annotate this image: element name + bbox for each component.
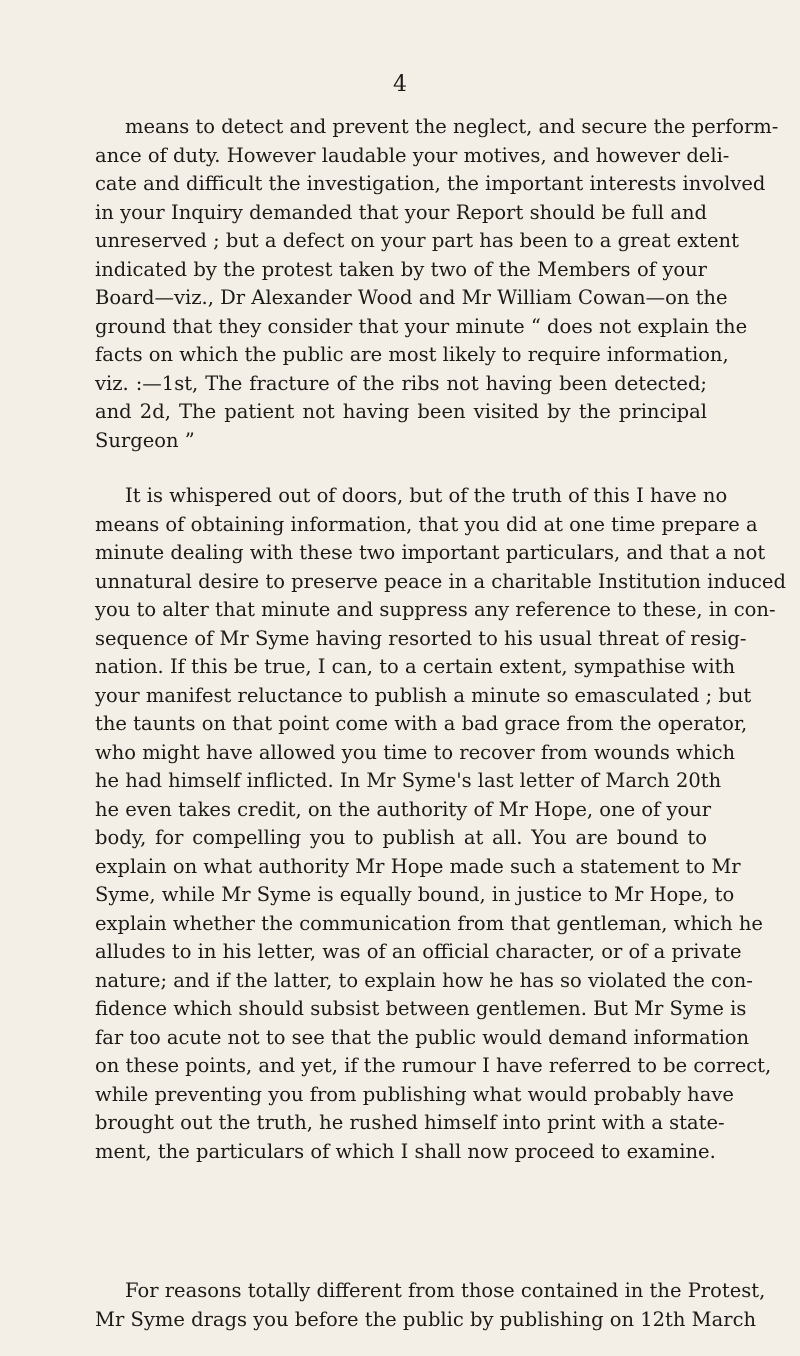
text-line: body, for compelling you to publish at all. You are bound to bbox=[95, 826, 707, 849]
text-line: sequence of Mr Syme having resorted to his usual threat of resig- bbox=[95, 626, 747, 650]
text-line: means of obtaining information, that you did at one time prepare a bbox=[95, 512, 758, 536]
text-line: cate and difficult the investigation, the important interests involved bbox=[95, 172, 766, 195]
text-line: Surgeon ” bbox=[95, 428, 195, 452]
page-number: 4 bbox=[393, 72, 407, 97]
text-line: Syme, while Mr Syme is equally bound, in justice to Mr Hope, to bbox=[95, 883, 735, 906]
text-line: in your Inquiry demanded that your Report should be full and bbox=[95, 200, 707, 224]
text-line: nature; and if the latter, to explain how he has so violated the con- bbox=[95, 968, 753, 992]
text-line: you to alter that minute and suppress any reference to these, in con- bbox=[95, 598, 776, 621]
text-line: means to detect and prevent the neglect, and secure the perform- bbox=[125, 115, 779, 138]
text-line: who might have allowed you time to recover from wounds which bbox=[95, 740, 736, 764]
text-line: brought out the truth, he rushed himself into print with a state- bbox=[95, 1111, 725, 1134]
paragraph-3 bbox=[95, 1277, 766, 1334]
text-line: minute dealing with these two important particulars, and that a not bbox=[95, 541, 766, 564]
text-line: ment, the particulars of which I shall now proceed to examine. bbox=[95, 1139, 716, 1163]
text-line: viz. :—1st, The fracture of the ribs not having been detected; bbox=[95, 371, 707, 395]
text-line: your manifest reluctance to publish a minute so emasculated ; but bbox=[95, 683, 752, 707]
text-line: far too acute not to see that the public would demand information bbox=[95, 1025, 750, 1049]
text-line: and 2d, The patient not having been visited by the principal bbox=[95, 400, 707, 423]
text-line: ground that they consider that your minute “ does not explain the bbox=[95, 314, 748, 338]
text-line: alludes to in his letter, was of an official character, or of a private bbox=[95, 940, 742, 963]
text-line: facts on which the public are most likely to require information, bbox=[95, 343, 729, 366]
text-line: explain on what authority Mr Hope made such a statement to Mr bbox=[95, 854, 741, 878]
text-line: he even takes credit, on the authority of Mr Hope, one of your bbox=[95, 797, 712, 821]
text-line: Mr Syme drags you before the public by publishing on 12th March bbox=[95, 1307, 757, 1331]
text-line: fidence which should subsist between gentlemen. But Mr Syme is bbox=[95, 997, 747, 1020]
text-line: explain whether the communication from that gentleman, which he bbox=[95, 911, 763, 935]
text-line: nation. If this be true, I can, to a certain extent, sympathise with bbox=[95, 655, 736, 678]
text-line: unreserved ; but a defect on your part has been to a great extent bbox=[95, 229, 739, 252]
text-line: For reasons totally different from those contained in the Protest, bbox=[125, 1279, 766, 1302]
text-line: It is whispered out of doors, but of the truth of this I have no bbox=[125, 484, 728, 507]
text-line: the taunts on that point come with a bad grace from the operator, bbox=[95, 712, 748, 735]
text-line: on these points, and yet, if the rumour I have referred to be correct, bbox=[95, 1054, 772, 1077]
text-line: he had himself inflicted. In Mr Syme's last letter of March 20th bbox=[95, 769, 722, 792]
text-line: Board—viz., Dr Alexander Wood and Mr William Cowan—on the bbox=[95, 286, 728, 309]
text-line: ance of duty. However laudable your motives, and however deli- bbox=[95, 143, 730, 167]
text-line: unnatural desire to preserve peace in a charitable Institution induced bbox=[95, 569, 786, 593]
text-line: indicated by the protest taken by two of the Members of your bbox=[95, 257, 707, 281]
text-line: while preventing you from publishing what would probably have bbox=[95, 1082, 734, 1106]
paragraph-1 bbox=[95, 113, 779, 455]
paragraph-2 bbox=[95, 482, 786, 1166]
